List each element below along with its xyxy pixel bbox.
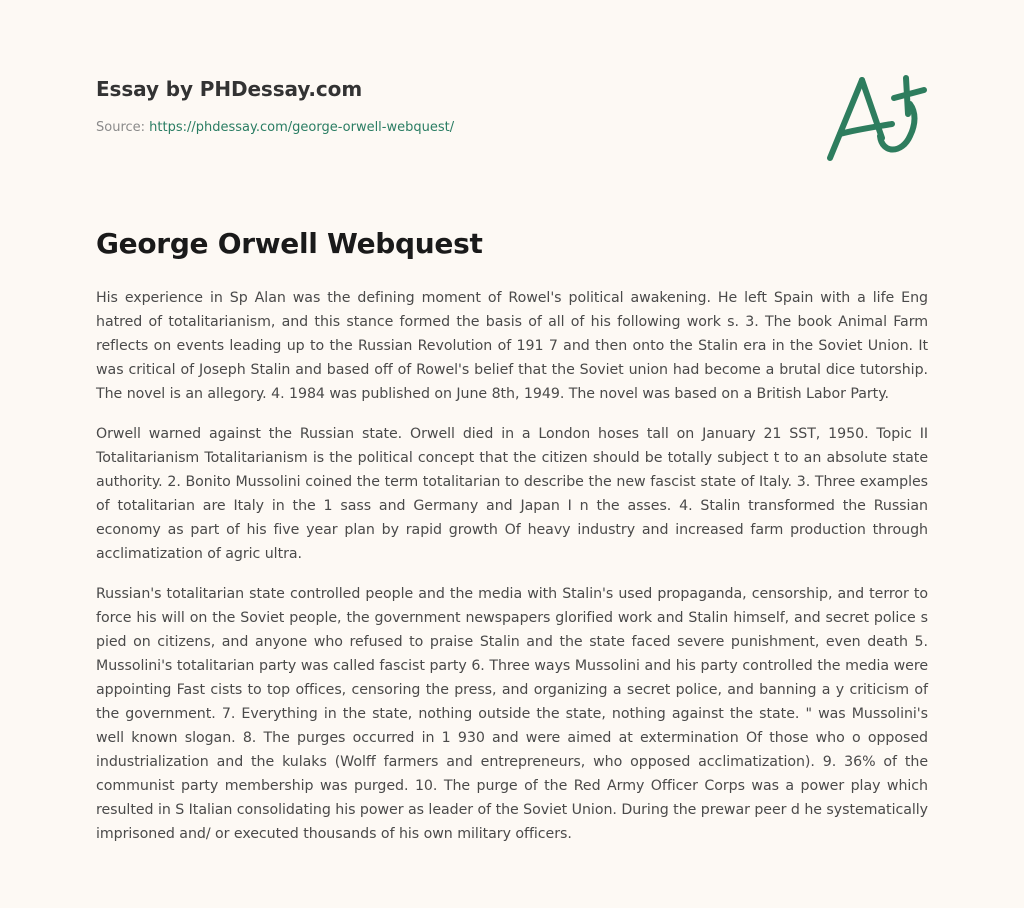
page-header <box>96 74 928 138</box>
a-plus-grade-icon <box>818 68 934 168</box>
source-line <box>96 118 928 138</box>
source-link[interactable]: https://phdessay.com/george-orwell-webquest/ <box>149 120 455 135</box>
article-paragraph: Orwell warned against the Russian state. Orwell died in a London hoses tall on January 21 SST, 1950. Topic II Totalitarianism Totalitarianism is the political concept that the citizen should be totally subject t to an absolute state authority. 2. Bonito Mussolini coined the term totalitarian to describe the new fascist state of Italy. 3. Three examples of totalitarian are Italy in the 1 sass and Germany and Japan I n the asses. 4. Stalin transformed the Russian economy as part of his five year plan by rapid growth Of heavy industry and increased farm production through acclimatization of agric ultra. <box>96 426 928 562</box>
brand-title: Essay by PHDessay.com <box>96 77 363 101</box>
source-label: Source: <box>96 120 150 135</box>
article-paragraph: His experience in Sp Alan was the defining moment of Rowel's political awakening. He left Spain with a life Eng hatred of totalitarianism, and this stance formed the basis of all of his following work s. 3. The book Animal Farm reflects on events leading up to the Russian Revolution of 191 7 and then onto the Stalin era in the Soviet Union. It was critical of Joseph Stalin and based off of Rowel's belief that the Soviet union had become a brutal dice tutorship. The novel is an allegory. 4. 1984 was published on June 8th, 1949. The novel was based on a British Labor Party. <box>96 290 928 402</box>
article-body <box>96 286 928 862</box>
article-title: George Orwell Webquest <box>96 227 483 260</box>
article-paragraph: Russian's totalitarian state controlled people and the media with Stalin's used propaganda, censorship, and terror to force his will on the Soviet people, the government newspapers glorified work and Stalin himself, and secret police s pied on citizens, and anyone who refused to praise Stalin and the state faced severe punishment, even death 5. Mussolini's totalitarian party was called fascist party 6. Three ways Mussolini and his party controlled the media were appointing Fast cists to top offices, censoring the press, and organizing a secret police, and banning a y criticism of the government. 7. Everything in the state, nothing outside the state, nothing against the state. " was Mussolini's well known slogan. 8. The purges occurred in 1 930 and were aimed at extermination Of those who o opposed industrialization and the kulaks (Wolff farmers and entrepreneurs, who opposed acclimatization). 9. 36% of the communist party membership was purged. 10. The purge of the Red Army Officer Corps was a power play which resulted in S Italian consolidating his power as leader of the Soviet Union. During the prewar peer d he systematically imprisoned and/ or executed thousands of his own military officers. <box>96 586 928 842</box>
